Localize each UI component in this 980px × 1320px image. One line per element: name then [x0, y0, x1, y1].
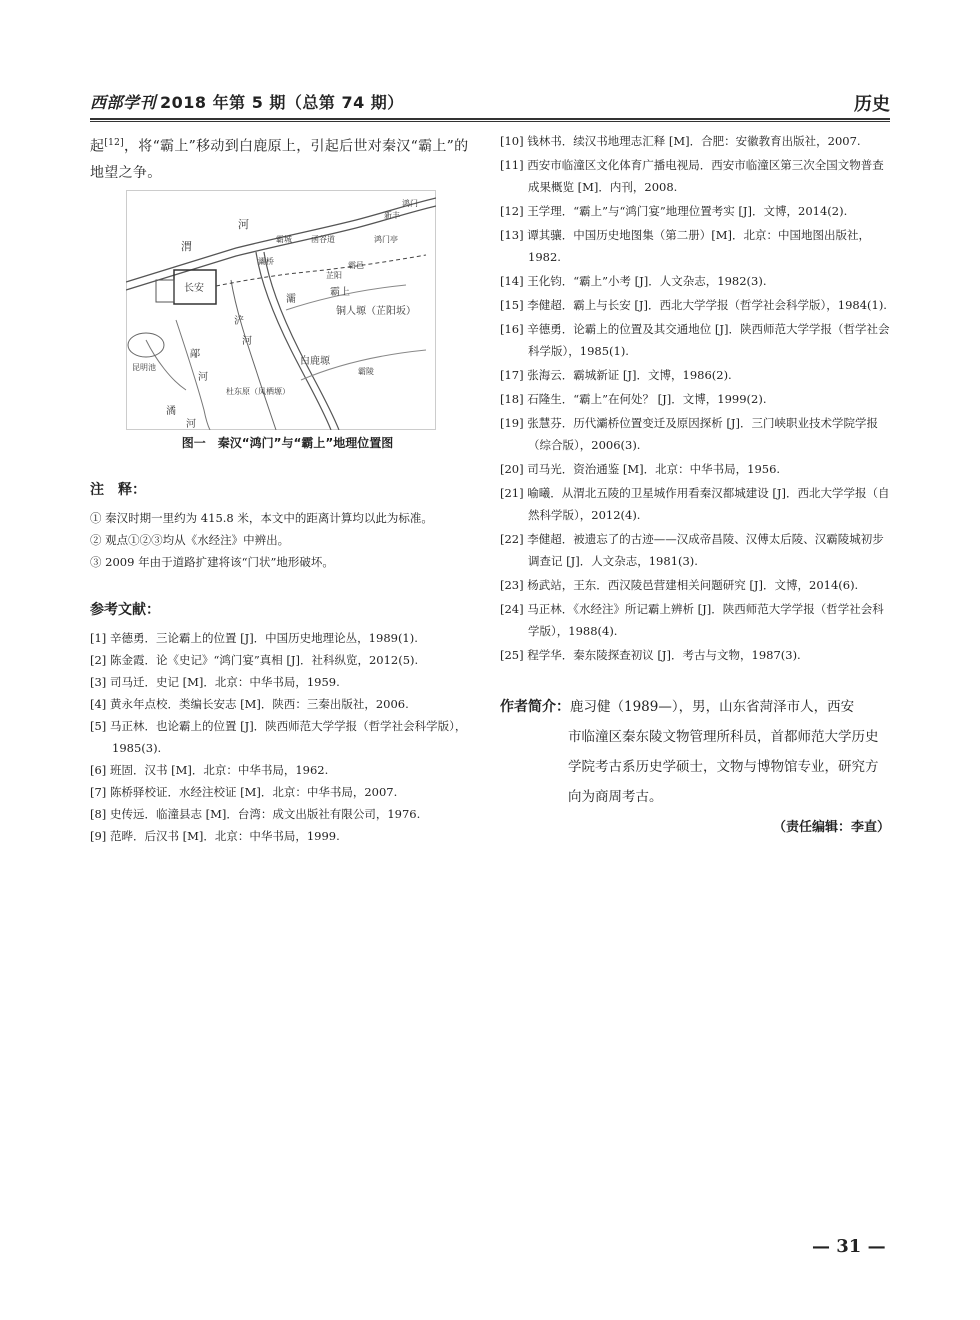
map-label-hangu: 函谷道 [311, 234, 335, 244]
reference-item: [10] 钱林书．续汉书地理志汇释 [M]．合肥：安徽教育出版社，2007. [500, 134, 861, 148]
map-label-he4: 河 [186, 418, 196, 430]
editor-credit: （责任编辑：李直） [772, 820, 890, 835]
reference-item: [11] 西安市临潼区文化体育广播电视局．西安市临潼区第三次全国文物普查成果概览 [M]．内刊，2008. [500, 158, 884, 194]
map-label-changan: 长安 [184, 282, 204, 294]
map-label-tongrenyuan: 铜人塬（芷阳坂） [336, 305, 416, 317]
reference-item: [24] 马正林．《水经注》所记霸上辨析 [J]．陕西师范大学学报（哲学社会科学版），1988(4). [500, 602, 884, 638]
reference-item: [1] 辛德勇．三论霸上的位置 [J]．中国历史地理论丛，1989(1). [90, 630, 418, 645]
references-title: 参考文献： [90, 601, 160, 618]
reference-item: [7] 陈桥驿校证．水经注校证 [M]．北京：中华书局，2007. [90, 784, 398, 799]
reference-item: [4] 黄永年点校．类编长安志 [M]．陕西：三秦出版社，2006. [90, 696, 409, 711]
note-item: ③ 2009 年由于道路扩建将该“门状”地形破坏。 [90, 554, 334, 569]
reference-item: [3] 司马迁．史记 [M]．北京：中华书局，1959. [90, 674, 340, 689]
map-label-bayi: 霸邑 [348, 260, 364, 270]
journal-issue [90, 90, 404, 113]
reference-item: [9] 范晔．后汉书 [M]．北京：中华书局，1999. [90, 828, 340, 843]
map-label-jue: 潏 [166, 405, 176, 417]
map-label-kunmingchi: 昆明池 [132, 362, 156, 372]
intro-text-start: 起 [90, 138, 105, 155]
reference-item: [13] 谭其骧．中国历史地图集（第二册）[M]．北京：中国地图出版社，1982. [500, 228, 871, 264]
map-label-hongmen: 鸿门 [402, 198, 418, 208]
intro-text-end: ，将“霸上”移动到白鹿原上，引起后世对秦汉“霸上”的地望之争。 [90, 138, 469, 181]
map-label-xiaoling: 霸陵 [358, 366, 374, 376]
reference-item: [22] 李健超．被遗忘了的古迹——汉成帝昌陵、汉傅太后陵、汉霸陵城初步调查记 [J]．人文杂志，1981(3). [500, 532, 884, 568]
reference-item: [8] 史传远．临潼县志 [M]．台湾：成文出版社有限公司，1976. [90, 806, 421, 821]
map-label-bashang: 霸上 [330, 286, 350, 298]
reference-item: [23] 杨武站，王东．西汉陵邑营建相关问题研究 [J]．文博，2014(6). [500, 578, 859, 592]
map-label-hao: 鄗 [190, 348, 200, 360]
figure-caption: 图一 秦汉“鸿门”与“霸上”地理位置图 [181, 435, 394, 450]
map-label-he1: 河 [238, 217, 249, 231]
map-label-baqiao: 灞桥 [258, 256, 274, 266]
notes-title: 注 释： [90, 481, 146, 498]
intro-paragraph [90, 130, 475, 186]
map-label-dulin: 杜东原（凤栖塬） [226, 386, 290, 396]
reference-item: [2] 陈金霞．论《史记》“鸿门宴”真相 [J]．社科纵览，2012(5). [90, 652, 419, 667]
header-rule [90, 118, 890, 120]
reference-item: [19] 张慧芬．历代灞桥位置变迁及原因探析 [J]．三门峡职业技术学院学报（综合版），2006(3). [500, 416, 878, 452]
note-item: ② 观点①②③均从《水经注》中辨出。 [90, 532, 290, 547]
reference-item: [14] 王化钧．“霸上”小考 [J]．人文杂志，1982(3). [500, 274, 767, 288]
reference-item: [17] 张海云．霸城新证 [J]．文博，1986(2). [500, 368, 732, 382]
note-item: ① 秦汉时期一里约为 415.8 米，本文中的距离计算均以此为标准。 [90, 510, 433, 525]
left-column [90, 130, 475, 847]
map-label-ba: 灞 [286, 293, 296, 305]
map-label-bacheng: 霸城 [276, 234, 292, 244]
author-first-text: 鹿习健（1989—），男，山东省菏泽市人，西安 [570, 699, 855, 715]
map-figure [126, 190, 436, 430]
reference-item: [25] 程学华．秦东陵探查初议 [J]．考古与文物，1987(3). [500, 648, 801, 662]
reference-item: [16] 辛德勇．论霸上的位置及其交通地位 [J]．陕西师范大学学报（哲学社会科学版），1985(1). [500, 322, 890, 358]
journal-logo: 西部学刊 [90, 93, 157, 112]
map-label-xinfeng: 新丰 [384, 210, 400, 220]
header-rule-thin [90, 121, 890, 122]
map-label-he3: 河 [198, 371, 208, 383]
author-rest-text: 市临潼区秦东陵文物管理所科员，首都师范大学历史学院考古系历史学硕士，文物与博物馆专业，研究方向为商周考古。 [568, 729, 879, 805]
reference-item: [5] 马正林．也论霸上的位置 [J]．陕西师范大学学报（哲学社会科学版），1985(3). [90, 718, 467, 755]
reference-item: [15] 李健超．霸上与长安 [J]．西北大学学报（哲学社会科学版），1984(1). [500, 298, 887, 312]
map-label-chan: 浐 [234, 315, 244, 327]
map-label-hongmenting: 鸿门亭 [374, 234, 398, 244]
page-header [90, 88, 890, 116]
map-label-wei: 渭 [181, 239, 192, 253]
reference-item: [6] 班固．汉书 [M]．北京：中华书局，1962. [90, 762, 329, 777]
section-title: 历史 [854, 94, 890, 115]
author-first-line [500, 692, 890, 722]
map-label-zhiyang: 芷阳 [326, 270, 342, 280]
map-label-he2: 河 [242, 335, 252, 347]
citation-sup: [12] [104, 138, 124, 148]
issue-label: 2018 年第 5 期（总第 74 期） [160, 93, 404, 112]
map-label-bailuyuan: 白鹿塬 [300, 355, 330, 367]
author-bio [500, 692, 890, 812]
author-label: 作者简介： [500, 699, 570, 715]
page-number: — 31 — [812, 1236, 886, 1257]
reference-item: [20] 司马光．资治通鉴 [M]．北京：中华书局，1956. [500, 462, 781, 476]
reference-item: [18] 石隆生．“霸上”在何处？ [J]．文博，1999(2). [500, 392, 767, 406]
reference-item: [12] 王学理．“霸上”与“鸿门宴”地理位置考实 [J]．文博，2014(2). [500, 204, 848, 218]
right-column [500, 130, 890, 835]
reference-item: [21] 喻曦．从渭北五陵的卫星城作用看秦汉都城建设 [J]．西北大学学报（自然科学版），2012(4). [500, 486, 890, 522]
